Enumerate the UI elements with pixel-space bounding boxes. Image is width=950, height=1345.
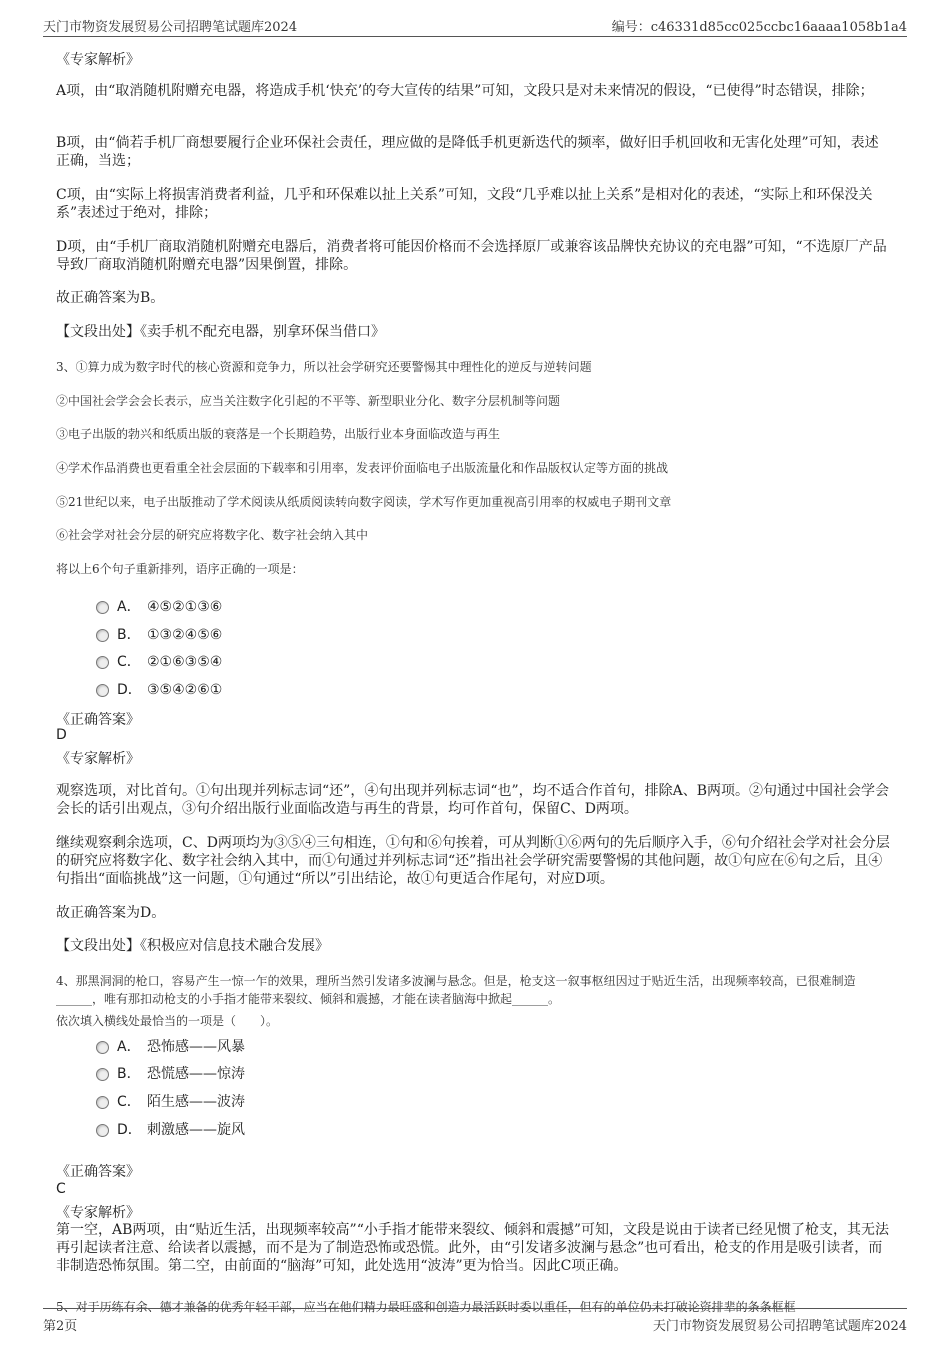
q3-analysis-2: 继续观察剩余选项，C、D两项均为③⑤④三句相连，①句和⑥句挨着，可从判断①⑥两句的先后顺序入手，⑥句介绍社会学对社会分层的研究应将数字化、数字社会纳入其中，而①句通过并列标志词“还”指出社会学研究需要警惕的其他问题，故①句应在⑥句之后，且④句指出“面临挑战”这一问题，①句通过“所以”引出结论，故①句更适合作尾句，对应D项。 [56,835,890,887]
q3-sentence-5: ⑤21世纪以来，电子出版推动了学术阅读从纸质阅读转向数字阅读，学术写作更加重视高引用率的权威电子期刊文章 [56,495,672,509]
q3-answer: D [56,727,67,743]
q4-option-a[interactable] [96,1036,245,1056]
option-text: ③⑤④②⑥① [147,682,223,698]
q3-analysis-label: 《专家解析》 [56,751,140,767]
footer-title: 天门市物资发展贸易公司招聘笔试题库2024 [652,1319,907,1334]
q3-option-c[interactable] [96,651,222,671]
q5-stem-cut: 5、对于历练有余、德才兼备的优秀年轻干部，应当在他们精力最旺盛和创造力最活跃时委以重任，但有的单位仍未打破论资排辈的条条框框 [56,1300,796,1314]
option-text: ②①⑥③⑤④ [147,654,223,670]
q2-analysis-label: 《专家解析》 [56,52,140,68]
q3-sentence-3: ③电子出版的勃兴和纸质出版的衰落是一个长期趋势，出版行业本身面临改造与再生 [56,427,501,441]
q4-stem: 4、那黑洞洞的枪口，容易产生一惊一乍的效果，理所当然引发诸多波澜与悬念。但是，枪支这一叙事枢纽因过于贴近生活，出现频率较高，已很难制造______，唯有那扣动枪支的小手指才能带来裂纹、倾斜和震撼，才能在读者脑海中掀起______。 [56,974,856,1006]
q4-analysis-label: 《专家解析》 [56,1205,140,1221]
q3-option-d[interactable] [96,679,222,699]
q3-sentence-6: ⑥社会学对社会分层的研究应将数字化、数字社会纳入其中 [56,528,369,542]
q3-answer-label: 《正确答案》 [56,712,140,728]
header-serial-number: 编号：c46331d85cc025ccbc16aaaa1058b1a4 [611,20,907,35]
option-letter: D． [117,682,142,698]
option-letter: C． [117,654,141,670]
q2-analysis-d: D项，由“手机厂商取消随机附赠充电器后，消费者将可能因价格而不会选择原厂或兼容该品牌快充协议的充电器”可知，“不选原厂产品导致厂商取消随机附赠充电器”因果倒置，排除。 [56,239,887,273]
option-letter: C． [117,1094,141,1110]
page-header [43,14,907,37]
radio-icon[interactable] [96,656,109,669]
header-title: 天门市物资发展贸易公司招聘笔试题库2024 [43,20,298,35]
q4-analysis: 第一空，AB两项，由“贴近生活，出现频率较高”“小手指才能带来裂纹、倾斜和震撼”可知，文段是说由于读者已经见惯了枪支，其无法再引起读者注意、给读者以震撼，而不是为了制造恐怖或恐慌。此外，由“引发诸多波澜与悬念”也可看出，枪支的作用是吸引读者，而非制造恐怖氛围。第二空，由前面的“脑海”可知，此处选用“波涛”更为恰当。因此C项正确。 [56,1222,890,1274]
option-text: 陌生感——波涛 [147,1094,245,1110]
radio-icon[interactable] [96,1096,109,1109]
option-text: 恐怖感——风暴 [147,1039,245,1055]
q4-option-d[interactable] [96,1119,245,1139]
q3-sentence-4: ④学术作品消费也更看重全社会层面的下载率和引用率，发表评价面临电子出版流量化和作品版权认定等方面的挑战 [56,461,669,475]
option-text: 刺激感——旋风 [147,1122,245,1138]
q3-sentence-1: 3、①算力成为数字时代的核心资源和竞争力，所以社会学研究还要警惕其中理性化的逆反与逆转问题 [56,360,592,374]
q3-prompt: 将以上6个句子重新排列，语序正确的一项是： [56,562,304,576]
radio-icon[interactable] [96,1041,109,1054]
radio-icon[interactable] [96,629,109,642]
q2-analysis-a: A项，由“取消随机附赠充电器，将造成手机‘快充’的夸大宣传的结果”可知，文段只是对未来情况的假设，“已使得”时态错误，排除； [56,83,874,99]
option-text: ①③②④⑤⑥ [147,627,223,643]
q4-prompt: 依次填入横线处最恰当的一项是（ ）。 [56,1014,279,1028]
q3-sentence-2: ②中国社会学会会长表示，应当关注数字化引起的不平等、新型职业分化、数字分层机制等问题 [56,394,561,408]
q2-conclusion: 故正确答案为B。 [56,290,165,306]
q2-analysis-b: B项，由“倘若手机厂商想要履行企业环保社会责任，理应做的是降低手机更新迭代的频率，做好旧手机回收和无害化处理”可知，表述正确，当选； [56,135,879,169]
option-text: 恐慌感——惊涛 [147,1066,245,1082]
q3-option-b[interactable] [96,624,222,644]
q4-option-b[interactable] [96,1063,245,1083]
option-letter: A． [117,599,141,615]
q3-analysis-1: 观察选项，对比首句。①句出现并列标志词“还”，④句出现并列标志词“也”，均不适合作首句，排除A、B两项。②句通过中国社会学会会长的话引出观点，③句介绍出版行业面临改造与再生的背景，均可作首句，保留C、D两项。 [56,783,890,817]
option-letter: B． [117,627,141,643]
q3-option-a[interactable] [96,596,222,616]
radio-icon[interactable] [96,1124,109,1137]
q3-conclusion: 故正确答案为D。 [56,905,166,921]
page-footer [43,1308,907,1333]
q2-source: 【文段出处】《卖手机不配充电器，别拿环保当借口》 [56,324,385,340]
q3-source: 【文段出处】《积极应对信息技术融合发展》 [56,938,329,954]
radio-icon[interactable] [96,1068,109,1081]
q2-analysis-c: C项，由“实际上将损害消费者利益，几乎和环保难以扯上关系”可知，文段“几乎难以扯上关系”是相对化的表述，“实际上和环保没关系”表述过于绝对，排除； [56,187,873,221]
q4-answer-label: 《正确答案》 [56,1164,140,1180]
option-letter: D． [117,1122,142,1138]
option-letter: A． [117,1039,141,1055]
radio-icon[interactable] [96,684,109,697]
q4-answer: C [56,1181,66,1197]
q4-option-c[interactable] [96,1091,245,1111]
page-number: 第2页 [43,1319,78,1334]
option-text: ④⑤②①③⑥ [147,599,223,615]
option-letter: B． [117,1066,141,1082]
radio-icon[interactable] [96,601,109,614]
